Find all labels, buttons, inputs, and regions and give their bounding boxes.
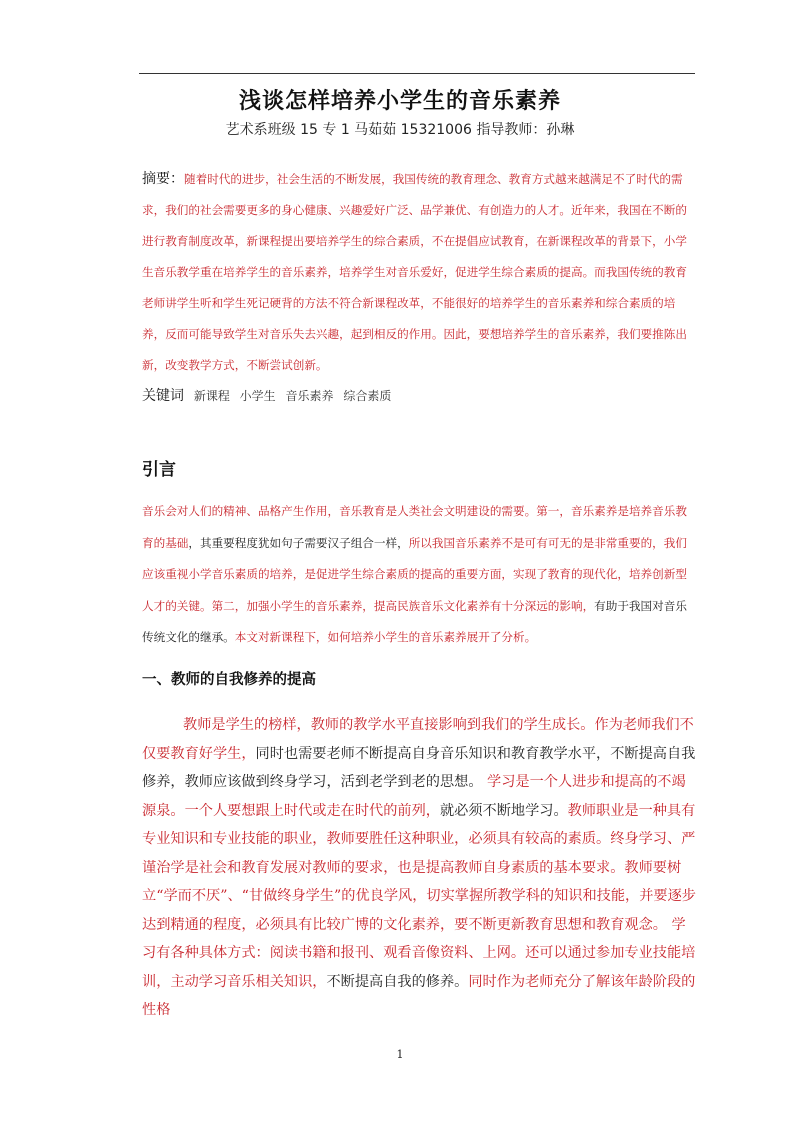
abstract — [142, 164, 698, 381]
intro-segment: 本文对新课程下，如何培养小学生的音乐素养展开了分析。 — [234, 630, 537, 644]
document-title: 浅谈怎样培养小学生的音乐素养 — [238, 89, 561, 114]
body-segment: 教师是学生的榜样，教师的教学水平直接影响到我们的学生成长。作为老师我们不仅要教育好学生， — [142, 717, 694, 762]
body-segment: 同时作为老师充分了解该年龄阶段的性格 — [142, 973, 696, 1018]
keyword-item: 小学生 — [239, 389, 276, 403]
body-segment: 同时也需要老师不断提高自身音乐知识和教育教学水平，不断提高自我修养，教师应该做到终身学习，活到老学到老的思想。 — [142, 745, 696, 790]
keywords-label: 关键词 — [142, 388, 184, 404]
section-paragraph — [142, 711, 698, 1025]
intro-segment: 音乐素养是培养音乐教育的基础 — [142, 504, 687, 550]
body-segment: 就必须不断地学习。 — [439, 802, 568, 819]
keywords — [142, 383, 698, 409]
intro-segment: 音乐会对人们的精神、品格产生作用，音乐教育是人类社会文明建设的需要。第一， — [142, 504, 571, 518]
intro-paragraph — [142, 496, 698, 654]
intro-heading: 引言 — [142, 460, 176, 480]
keyword-item: 新课程 — [193, 389, 230, 403]
body-segment: 教师职业是一种具有专业知识和专业技能的职业，教师要胜任这种职业，必须具有较高的素质。终身学习、严谨治学是社会和教育发展对教师的要求，也是提高教师自身素质的基本要求。教师要树立“学而不厌”、“甘做终身学生”的优良学风，切实掌握所教学科的知识和技能，并要逐步达到精通的程度，必须具有比较广博的文化素养，要不断更新教育思想和教育观念。 学习有各种具体方式：阅读书籍和报刊、观看音像资料、上网。还可以通过参加专业技能培训，主动学习音乐相关知识， — [142, 802, 696, 990]
body-segment: 不断提高自我的修养。 — [326, 973, 469, 990]
header-rule — [139, 73, 695, 74]
page-number: 1 — [396, 1048, 404, 1061]
section-heading: 一、教师的自我修养的提高 — [142, 672, 316, 688]
intro-segment: ，其重要程度犹如句子需要汉子组合一样， — [188, 535, 409, 550]
keyword-item: 音乐素养 — [285, 389, 334, 403]
author-line: 艺术系班级 15 专 1 马茹茹 15321006 指导教师：孙琳 — [225, 122, 575, 138]
abstract-text: 随着时代的进步，社会生活的不断发展，我国传统的教育理念、教育方式越来越满足不了时代的需求，我们的社会需要更多的身心健康、兴趣爱好广泛、品学兼优、有创造力的人才。近年来，我国在不断的进行教育制度改革，新课程提出要培养学生的综合素质，不在提倡应试教育，在新课程改革的背景下，小学生音乐教学重在培养学生的音乐素养，培养学生对音乐爱好，促进学生综合素质的提高。而我国传统的教育老师讲学生听和学生死记硬背的方法不符合新课程改革，不能很好的培养学生的音乐素养和综合素质的培养，反而可能导致学生对音乐失去兴趣，起到相反的作用。因此，要想培养学生的音乐素养，我们要推陈出新，改变教学方式，不断尝试创新。 — [142, 172, 687, 372]
intro-segment: 所以我国音乐素养不是可有可无的是非常重要的，我们应该重视小学音乐素质的培养，是促进学生综合素质的提高的重要方面，实现了教育的现代化，培养创新型人才的关键。第二，加强小学生的音乐素养，提高民族音乐文化素养有十分深远的影响， — [142, 535, 687, 613]
intro-segment: 有助于我国对音乐传统文化的继承。 — [142, 598, 687, 644]
body-segment: 学习是一个人进步和提高的不竭源泉。一个人要想跟上时代或走在时代的前列， — [142, 774, 686, 819]
abstract-label: 摘要： — [142, 171, 184, 187]
keyword-item: 综合素质 — [343, 389, 392, 403]
